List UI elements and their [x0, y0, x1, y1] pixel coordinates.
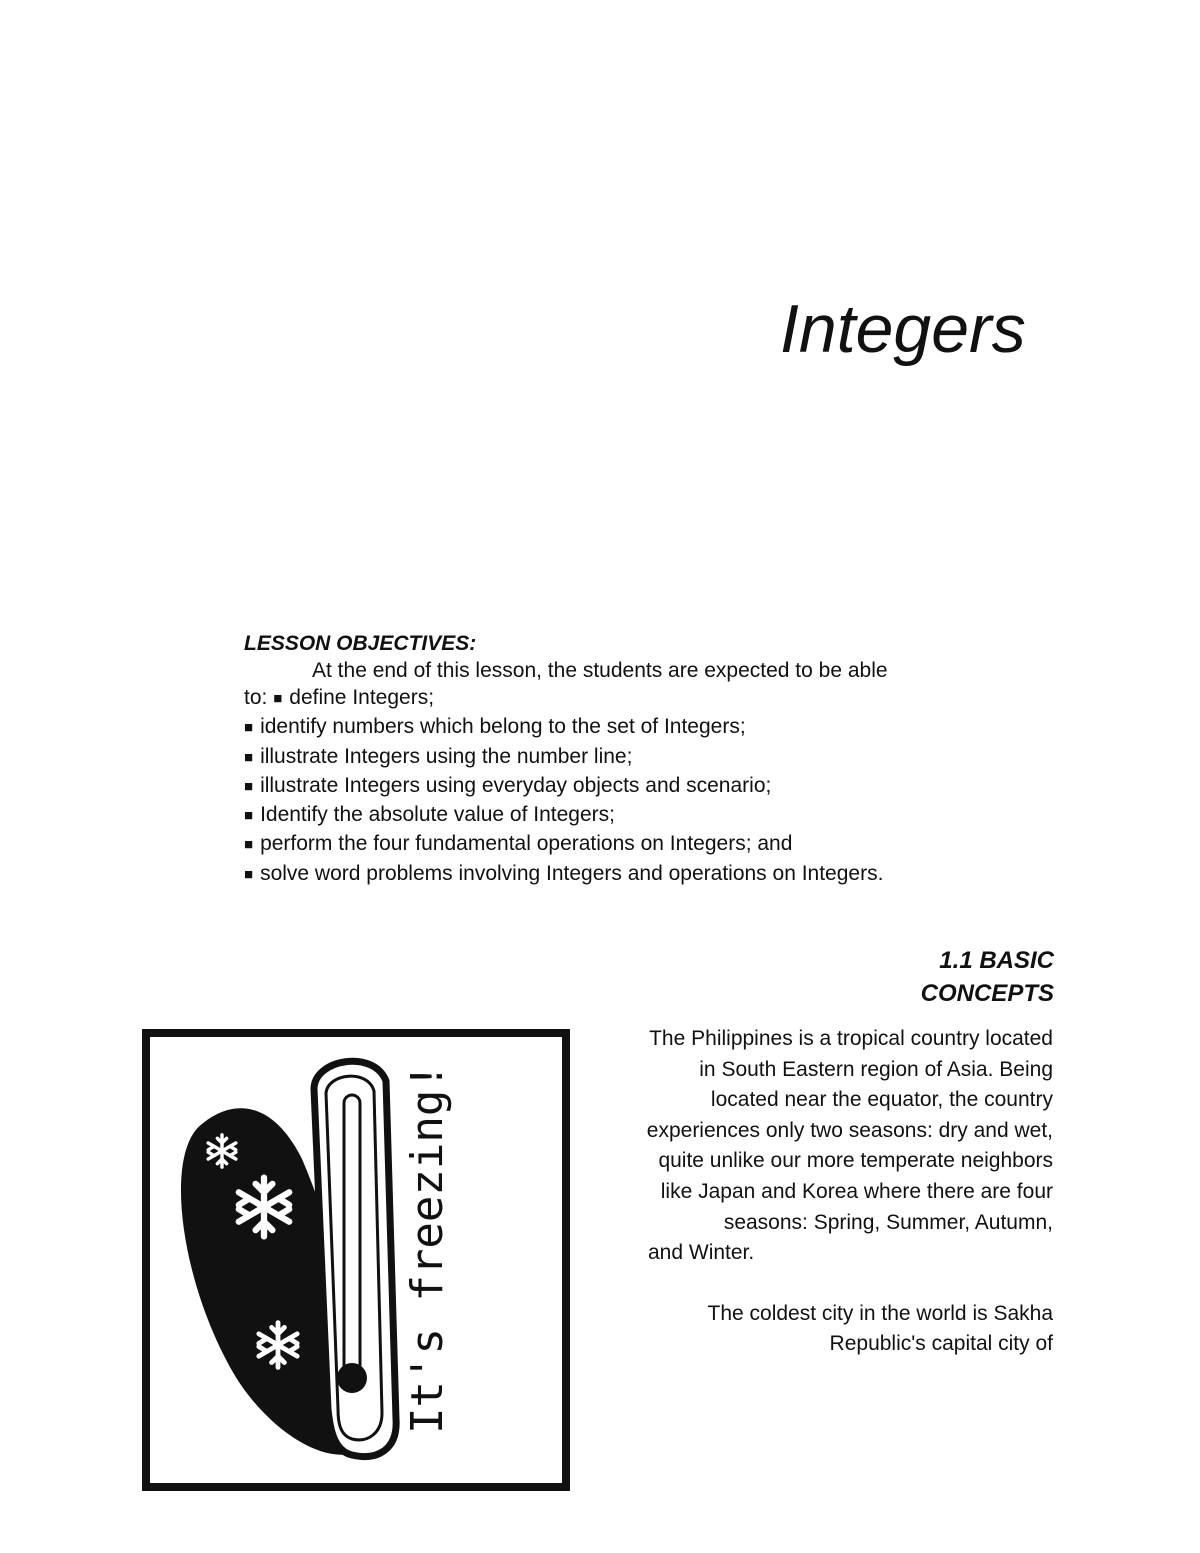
paragraph: The coldest city in the world is Sakha Republic's capital city of — [707, 1301, 1053, 1356]
section-heading-line1: 1.1 BASIC — [939, 947, 1054, 974]
list-item: ■ Identify the absolute value of Integers; — [244, 803, 615, 827]
list-item: ■ identify numbers which belong to the set of Integers; — [244, 715, 746, 739]
objectives-list — [244, 684, 1004, 889]
objectives-intro-line1: At the end of this lesson, the students are expected to be able — [312, 659, 888, 682]
page-title: Integers — [780, 291, 1026, 367]
objectives-heading: LESSON OBJECTIVES: — [244, 632, 477, 655]
lesson-objectives — [244, 630, 1004, 889]
list-item: ■ perform the four fundamental operations on Integers; and — [244, 832, 793, 856]
bullet-icon: ■ — [244, 777, 254, 795]
bullet-icon: ■ — [273, 690, 283, 707]
objectives-intro — [244, 657, 1004, 684]
section-body — [640, 1024, 1053, 1360]
freezing-illustration — [142, 1029, 570, 1491]
thermometer-tube — [344, 1095, 360, 1373]
objectives-intro-line2: to: — [244, 686, 268, 709]
thermometer-snowflake-icon — [142, 1029, 570, 1491]
paragraph-end: and Winter. — [648, 1241, 755, 1265]
freezing-caption: It's freezing! — [402, 1063, 453, 1434]
list-item: to: ■ define Integers; — [244, 686, 435, 709]
list-item: ■ solve word problems involving Integers and operations on Integers. — [244, 861, 884, 885]
bullet-icon: ■ — [244, 865, 254, 883]
bullet-icon: ■ — [244, 807, 254, 825]
list-item: ■ illustrate Integers using the number line; — [244, 744, 633, 768]
section-heading-line2: CONCEPTS — [920, 980, 1054, 1007]
bullet-icon: ■ — [244, 719, 254, 737]
bullet-icon: ■ — [244, 748, 254, 766]
bullet-icon: ■ — [244, 836, 254, 854]
list-item: ■ illustrate Integers using everyday objects and scenario; — [244, 773, 772, 797]
thermometer-bulb — [337, 1363, 367, 1393]
section-heading — [921, 944, 1054, 1010]
paragraph: The Philippines is a tropical country located in South Eastern region of Asia. Being located near the equator, the country experiences only two seasons: dry and wet, quite unlike our more temperate neighbors like Japan and Korea where there are four seasons: Spring, Summer, Autumn, and Winter. — [640, 1024, 1053, 1269]
